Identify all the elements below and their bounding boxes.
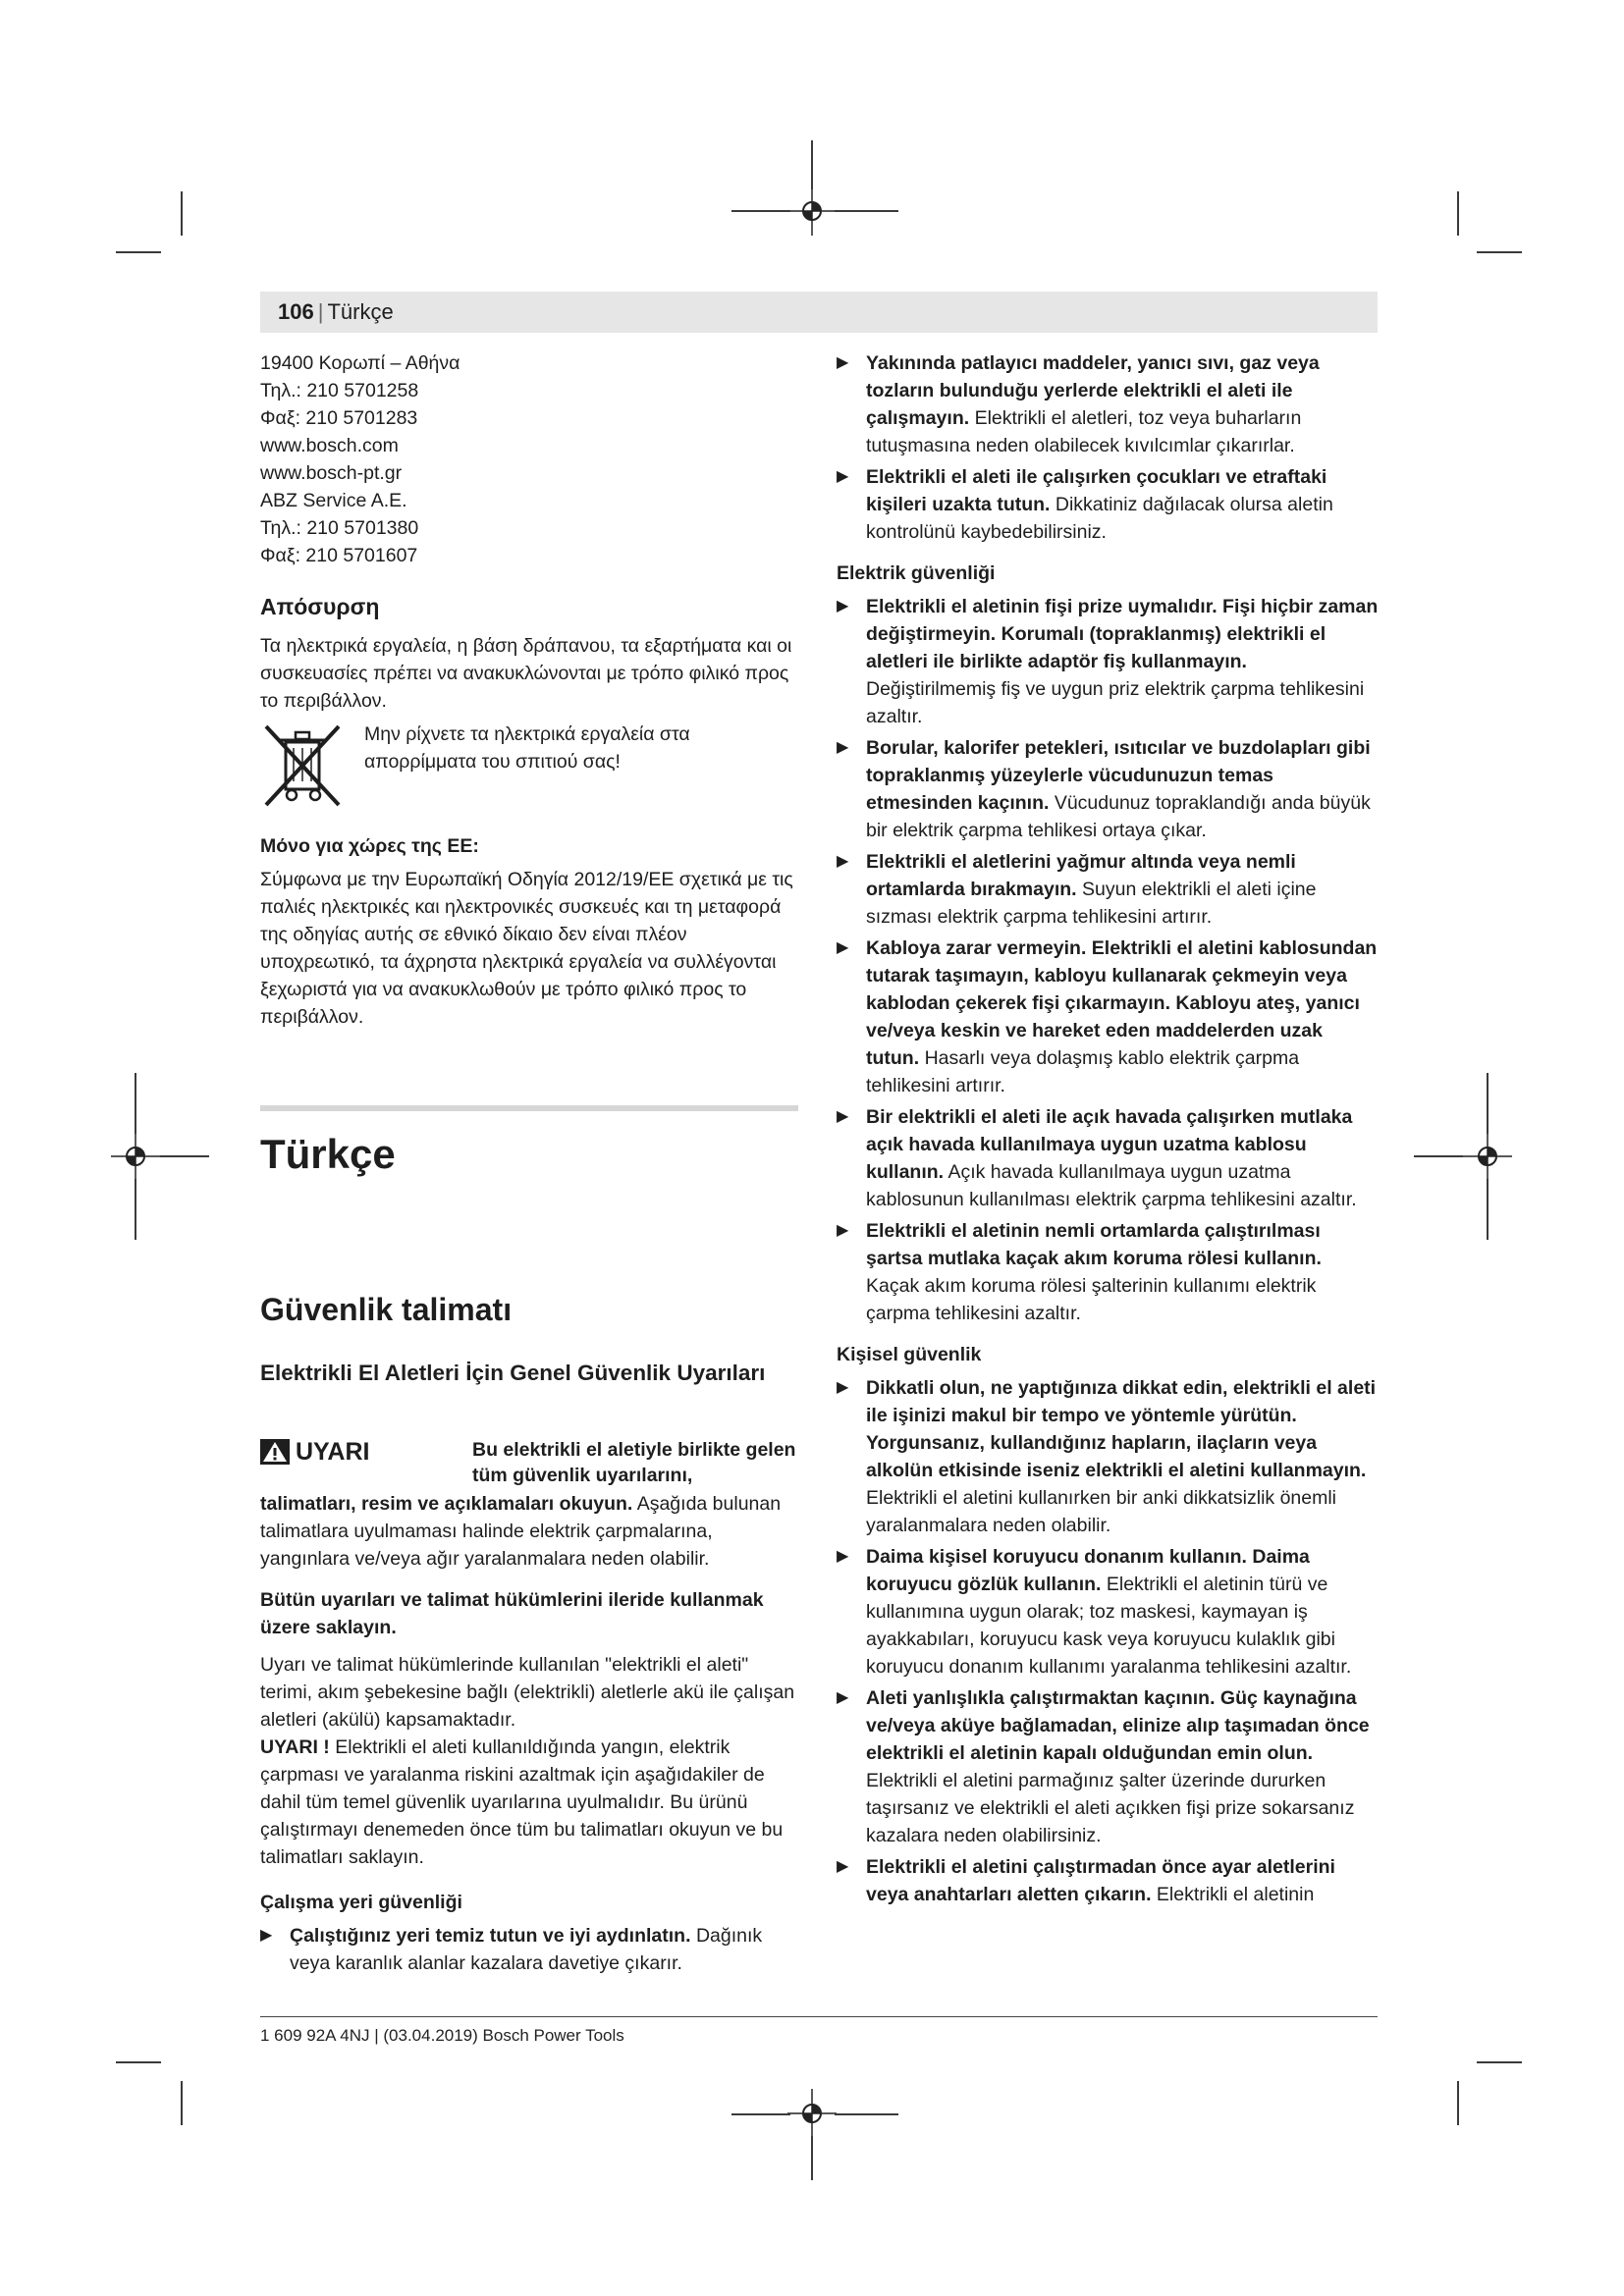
address-line: Τηλ.: 210 5701258 bbox=[260, 380, 419, 401]
crop-mark bbox=[1457, 2081, 1459, 2125]
crop-mark bbox=[116, 2061, 161, 2063]
uyari-bold: UYARI ! bbox=[260, 1736, 330, 1758]
list-item: ▶ Kabloya zarar vermeyin. Elektrikli el aletini kablosundan tutarak taşımayın, kabloyu kullanarak çekmeyin veya kablodan çekerek fişi çıkarmayın. Kabloyu ateş, yanıcı ve/veya keskin ve hareket eden maddelerden uzak tutun. Hasarlı veya dolaşmış kablo elektrik çarpma tehlikesini artırır. bbox=[837, 934, 1379, 1099]
list-item: ▶ Çalıştığınız yeri temiz tutun ve iyi aydınlatın. Dağınık veya karanlık alanlar kazalara davetiye çıkarır. bbox=[260, 1922, 798, 1977]
crop-mark bbox=[731, 2113, 790, 2115]
crop-mark bbox=[181, 191, 183, 236]
list-item: ▶ Borular, kalorifer petekleri, ısıtıcılar ve buzdolapları gibi topraklanmış yüzeylerle vücudunuzun temas etmesinden kaçının. Vücudunuz topraklandığı anda büyük bir elektrik çarpma tehlikesi ortaya çıkar. bbox=[837, 734, 1379, 844]
warning-body bbox=[260, 1490, 798, 1573]
crop-mark bbox=[1487, 1073, 1489, 1134]
warning-bold-cont: talimatları, resim ve açıklamaları okuyun. bbox=[260, 1493, 633, 1515]
list-item: ▶ Daima kişisel koruyucu donanım kullanın. Daima koruyucu gözlük kullanın. Elektrikli el aletinin türü ve kullanımına uygun olarak; toz maskesi, kaymayan iş ayakkabıları, koruyucu kask veya koruyucu kulaklık gibi koruyucu donanım kullanımı yaralanma tehlikesini azaltır. bbox=[837, 1543, 1379, 1681]
crop-mark bbox=[135, 1179, 136, 1240]
list-item: ▶ Elektrikli el aletinin nemli ortamlarda çalıştırılması şartsa mutlaka kaçak akım koruma rölesi kullanın. Kaçak akım koruma rölesi şalterinin kullanımı elektrik çarpma tehlikesini azaltır. bbox=[837, 1217, 1379, 1327]
bullet-arrow-icon: ▶ bbox=[837, 1222, 849, 1239]
crossed-bin-icon bbox=[260, 721, 345, 809]
page-header: 106 | Türkçe bbox=[260, 292, 1378, 333]
right-column bbox=[837, 349, 1379, 1912]
crop-mark bbox=[160, 1155, 209, 1157]
crop-mark bbox=[1457, 191, 1459, 236]
address-block bbox=[260, 349, 798, 569]
work-area-heading: Çalışma yeri güvenliği bbox=[260, 1892, 462, 1913]
crop-mark bbox=[731, 210, 790, 212]
address-line: Φαξ: 210 5701283 bbox=[260, 407, 418, 429]
bullet-arrow-icon: ▶ bbox=[837, 1379, 849, 1396]
bullet-arrow-icon: ▶ bbox=[837, 598, 849, 614]
disposal-text: Τα ηλεκτρικά εργαλεία, η βάση δράπανου, τα εξαρτήματα και οι συσκευασίες πρέπει να ανακυκλώνονται με τρόπο φιλικό προς το περιβάλλον. bbox=[260, 635, 792, 712]
warning-lead: Bu elektrikli el aletiyle birlikte gelen tüm güvenlik uyarılarını, bbox=[472, 1439, 796, 1486]
bullet-arrow-icon: ▶ bbox=[837, 1548, 849, 1565]
bullet-arrow-icon: ▶ bbox=[837, 468, 849, 485]
bullet-arrow-icon: ▶ bbox=[837, 739, 849, 756]
bullet-arrow-icon: ▶ bbox=[837, 1858, 849, 1875]
list-item: ▶ Elektrikli el aletini çalıştırmadan önce ayar aletlerini veya anahtarları aletten çıkarın. Elektrikli el aletinin bbox=[837, 1853, 1379, 1908]
crop-mark bbox=[135, 1073, 136, 1134]
crop-mark bbox=[181, 2081, 183, 2125]
weee-notice bbox=[260, 721, 798, 809]
footer-rule bbox=[260, 2016, 1378, 2017]
page-language: Türkçe bbox=[327, 299, 394, 324]
safety-heading: Güvenlik talimatı bbox=[260, 1292, 513, 1327]
list-item: ▶ Elektrikli el aleti ile çalışırken çocukları ve etraftaki kişileri uzakta tutun. Dikkatiniz dağılacak olursa aletin kontrolünü kaybedebilirsiniz. bbox=[837, 463, 1379, 546]
crop-mark bbox=[811, 2136, 813, 2180]
list-item: ▶ Aleti yanlışlıkla çalıştırmaktan kaçının. Güç kaynağına ve/veya aküye bağlamadan, elinize alıp taşımadan önce elektrikli el aletinin kapalı olduğundan emin olun. Elektrikli el aletini parmağınız şalter üzerinde dururken taşırsanız ve elektrikli el aleti açıkken fişi prize sokarsanız kazalara neden olabilirsiniz. bbox=[837, 1684, 1379, 1849]
registration-mark-icon bbox=[787, 2089, 837, 2138]
warning-rest: Aşağıda bulunan talimatlara uyulmaması halinde elektrik çarpmalarına, yangınlara ve/veya ağır yaralanmalara neden olabilir. bbox=[260, 1493, 782, 1570]
section-divider bbox=[260, 1105, 798, 1111]
uyari-paragraph bbox=[260, 1734, 798, 1871]
crop-mark bbox=[811, 140, 813, 189]
address-line: ABZ Service A.E. bbox=[260, 490, 407, 511]
crop-mark bbox=[1477, 2061, 1522, 2063]
registration-mark-icon bbox=[1463, 1132, 1512, 1181]
general-safety-heading: Elektrikli El Aletleri İçin Genel Güvenlik Uyarıları bbox=[260, 1361, 766, 1385]
bullet-arrow-icon: ▶ bbox=[837, 939, 849, 956]
footer-text: 1 609 92A 4NJ | (03.04.2019) Bosch Power Tools bbox=[260, 2026, 624, 2045]
personal-heading: Kişisel güvenlik bbox=[837, 1344, 982, 1365]
list-item: ▶ Elektrikli el aletlerini yağmur altında veya nemli ortamlarda bırakmayın. Suyun elektrikli el aleti içine sızması elektrik çarpma tehlikesini artırır. bbox=[837, 848, 1379, 931]
warning-label-text: UYARI bbox=[296, 1438, 370, 1466]
language-title: Türkçe bbox=[260, 1131, 396, 1177]
page-number: 106 bbox=[278, 299, 314, 324]
weee-text: Μην ρίχνετε τα ηλεκτρικά εργαλεία στα απορρίμματα του σπιτιού σας! bbox=[364, 723, 690, 773]
eu-text: Σύμφωνα με την Ευρωπαϊκή Οδηγία 2012/19/ΕΕ σχετικά με τις παλιές ηλεκτρικές και ηλεκτρονικές συσκευές και τη μεταφορά της οδηγίας αυτής σε εθνικό δίκαιο δεν είναι πλέον υποχρεωτικό, τα άχρηστα ηλεκτρικά εργαλεία να συλλέγονται ξεχωριστά για να ανακυκλωθούν με τρόπο φιλικό προς το περιβάλλον. bbox=[260, 869, 793, 1028]
keep-instructions: Bütün uyarıları ve talimat hükümlerini ileride kullanmak üzere saklayın. bbox=[260, 1589, 764, 1638]
warning-triangle-icon bbox=[260, 1439, 290, 1465]
bullet-arrow-icon: ▶ bbox=[260, 1927, 273, 1944]
crop-mark bbox=[116, 251, 161, 253]
term-text: Uyarı ve talimat hükümlerinde kullanılan "elektrikli el aleti" terimi, akım şebekesine bağlı (elektrikli) aletlerle akü ile çalışan aletleri (akülü) kapsamaktadır. bbox=[260, 1654, 795, 1731]
warning-label bbox=[260, 1437, 472, 1467]
uyari-text: Elektrikli el aleti kullanıldığında yangın, elektrik çarpması ve yaralanma riskini azaltmak için aşağıdakiler de dahil tüm temel güvenlik uyarılarına uyulmalıdır. Bu ürünü çalıştırmayı denemeden önce tüm bu talimatları okuyun ve bu talimatları saklayın. bbox=[260, 1736, 784, 1868]
address-line: www.bosch.com bbox=[260, 435, 399, 456]
crop-mark bbox=[1414, 1155, 1463, 1157]
list-item: ▶ Elektrikli el aletinin fişi prize uymalıdır. Fişi hiçbir zaman değiştirmeyin. Korumalı (topraklanmış) elektrikli el aletleri ile birlikte adaptör fiş kullanmayın. Değiştirilmemiş fiş ve uygun priz elektrik çarpma tehlikesini azaltır. bbox=[837, 593, 1379, 730]
bullet-arrow-icon: ▶ bbox=[837, 853, 849, 870]
eu-heading: Μόνο για χώρες της ΕΕ: bbox=[260, 835, 479, 857]
crop-mark bbox=[835, 210, 898, 212]
address-line: 19400 Κορωπί – Αθήνα bbox=[260, 352, 460, 374]
address-line: Τηλ.: 210 5701380 bbox=[260, 517, 419, 539]
list-item: ▶ Dikkatli olun, ne yaptığınıza dikkat edin, elektrikli el aleti ile işinizi makul bir tempo ve yöntemle yürütün. Yorgunsanız, kullandığınız hapların, ilaçların veya alkolün etkisinde iseniz elektrikli el aletini kullanmayın. Elektrikli el aletini kullanırken bir anki dikkatsizlik önemli yaralanmalara neden olabilir. bbox=[837, 1374, 1379, 1539]
list-item: ▶ Bir elektrikli el aleti ile açık havada çalışırken mutlaka açık havada kullanılmaya uygun uzatma kablosu kullanın. Açık havada kullanılmaya uygun uzatma kablosunun kullanılması elektrik çarpma tehlikesini azaltır. bbox=[837, 1103, 1379, 1213]
address-line: www.bosch-pt.gr bbox=[260, 462, 403, 484]
crop-mark bbox=[1487, 1179, 1489, 1240]
warning-block bbox=[260, 1437, 798, 1488]
registration-mark-icon bbox=[787, 187, 837, 236]
address-line: Φαξ: 210 5701607 bbox=[260, 545, 418, 566]
crop-mark bbox=[835, 2113, 898, 2115]
bullet-arrow-icon: ▶ bbox=[837, 354, 849, 371]
electrical-heading: Elektrik güvenliği bbox=[837, 562, 996, 584]
list-item: ▶ Yakınında patlayıcı maddeler, yanıcı sıvı, gaz veya tozların bulunduğu yerlerde elektrikli el aleti ile çalışmayın. Elektrikli el aletleri, toz veya buharların tutuşmasına neden olabilecek kıvılcımlar çıkarırlar. bbox=[837, 349, 1379, 459]
crop-mark bbox=[1477, 251, 1522, 253]
registration-mark-icon bbox=[111, 1132, 160, 1181]
disposal-heading: Απόσυρση bbox=[260, 594, 380, 619]
bullet-arrow-icon: ▶ bbox=[837, 1689, 849, 1706]
bullet-arrow-icon: ▶ bbox=[837, 1108, 849, 1125]
left-column bbox=[260, 349, 798, 1981]
